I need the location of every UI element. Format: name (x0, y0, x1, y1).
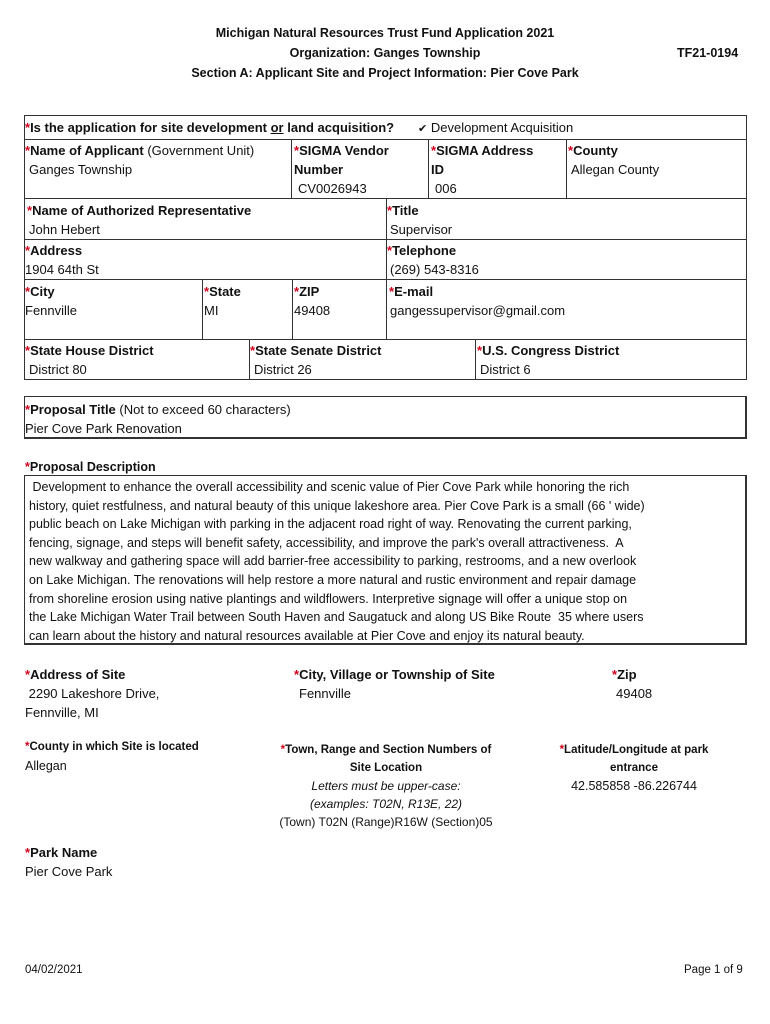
zip-value[interactable]: 49408 (294, 303, 331, 318)
sigma-address-label-2: ID (431, 162, 444, 177)
county-label: *County (568, 143, 618, 158)
proposal-title-value[interactable]: Pier Cove Park Renovation (25, 421, 182, 436)
application-type-question: *Is the application for site development or land acquisition? (25, 120, 395, 135)
senate-district-label: *State Senate District (250, 343, 382, 358)
representative-name-label: *Name of Authorized Representative (27, 203, 252, 218)
state-label: *State (204, 284, 241, 299)
sigma-vendor-value[interactable]: CV0026943 (298, 181, 367, 196)
sigma-address-label: *SIGMA Address (431, 143, 534, 158)
email-label: *E-mail (389, 284, 434, 299)
trs-label-2: Site Location (349, 762, 423, 774)
park-name-label: *Park Name (25, 845, 98, 860)
trs-label: *Town, Range and Section Numbers of (280, 744, 492, 756)
applicant-name-label: *Name of Applicant (Government Unit) (25, 143, 255, 158)
park-name-value[interactable]: Pier Cove Park (25, 864, 113, 879)
address-value[interactable]: 1904 64th St (25, 262, 99, 277)
description-line: new walkway and gathering space will add barrier-free accessibility to parking, restrooms, and a new overlook (29, 554, 637, 569)
address-label: *Address (25, 243, 83, 258)
applicant-name-value[interactable]: Ganges Township (29, 162, 133, 177)
latlon-label-2: entrance (610, 762, 658, 774)
site-address-label: *Address of Site (25, 667, 126, 682)
site-zip-value[interactable]: 49408 (616, 686, 653, 701)
trs-note-2: (examples: T02N, R13E, 22) (309, 797, 463, 811)
description-line: history, quiet restfulness, and natural beauty of this unique lakeshore area. Pier Cove Park is a small (66 ' wide) (29, 498, 645, 513)
latlon-block (540, 741, 728, 795)
description-line: on Lake Michigan. The renovations will help restore a more natural and rustic environment and repair damage (29, 572, 637, 587)
site-city-label: *City, Village or Township of Site (294, 667, 495, 682)
telephone-value[interactable]: (269) 543-8316 (390, 262, 479, 277)
description-line: Development to enhance the overall accessibility and scenic value of Pier Cove Park while honoring the rich (29, 480, 630, 494)
checkmark-icon: ✔ (418, 123, 428, 135)
congress-district-label: *U.S. Congress District (477, 343, 620, 358)
description-line: from shoreline erosion using native plantings and wildflowers. Interpretive signage will offer a unique stop on (29, 591, 628, 606)
title-value[interactable]: Supervisor (390, 222, 453, 237)
proposal-description-textarea[interactable] (24, 475, 747, 645)
state-value[interactable]: MI (204, 303, 219, 318)
latlon-label: *Latitude/Longitude at park (559, 744, 709, 756)
house-district-label: *State House District (25, 343, 154, 358)
county-value[interactable]: Allegan County (571, 162, 660, 177)
trs-block (264, 741, 508, 831)
footer-date: 04/02/2021 (25, 964, 83, 976)
site-county-label: *County in which Site is located (25, 741, 199, 753)
site-zip-label: *Zip (612, 667, 637, 682)
sigma-vendor-label-2: Number (294, 162, 344, 177)
section-title: Section A: Applicant Site and Project Information: Pier Cove Park (191, 66, 579, 80)
organization-line: Organization: Ganges Township (289, 46, 481, 60)
proposal-description-label: *Proposal Description (25, 460, 156, 474)
title-label: *Title (387, 203, 419, 218)
zip-label: *ZIP (294, 284, 320, 299)
site-county-value[interactable]: Allegan (25, 759, 67, 773)
email-value[interactable]: gangessupervisor@gmail.com (390, 303, 566, 318)
application-id: TF21-0194 (677, 46, 739, 60)
latlon-value[interactable]: 42.585858 -86.226744 (571, 779, 697, 793)
proposal-title-label: *Proposal Title (Not to exceed 60 characters) (25, 402, 291, 417)
sigma-address-value[interactable]: 006 (435, 181, 457, 196)
description-line: can learn about the history and natural resources available at Pier Cove and enjoy its natural beauty. (29, 628, 585, 643)
application-type-answer[interactable]: ✔ Development Acquisition (418, 120, 574, 135)
description-line: the Lake Michigan Water Trail between South Haven and Saugatuck and along US Bike Route 35 where users (29, 610, 644, 625)
city-value[interactable]: Fennville (25, 303, 78, 318)
site-city-value[interactable]: Fennville (299, 686, 352, 701)
description-line: public beach on Lake Michigan with parking in the adjacent road right of way. Renovating the current parking, (29, 517, 632, 532)
telephone-label: *Telephone (387, 243, 457, 258)
representative-name-value[interactable]: John Hebert (29, 222, 100, 237)
sigma-vendor-label: *SIGMA Vendor (294, 143, 389, 158)
site-address-line2[interactable]: Fennville, MI (25, 705, 99, 720)
senate-district-value[interactable]: District 26 (254, 362, 312, 377)
footer-page-number: Page 1 of 9 (684, 964, 743, 976)
form-title: Michigan Natural Resources Trust Fund Application 2021 (215, 26, 555, 40)
house-district-value[interactable]: District 80 (29, 362, 87, 377)
city-label: *City (25, 284, 55, 299)
description-line: fencing, signage, and steps will benefit safety, accessibility, and improve the park's overall attractiveness. A (29, 535, 624, 550)
congress-district-value[interactable]: District 6 (480, 362, 531, 377)
site-address-line1[interactable]: 2290 Lakeshore Drive, (25, 686, 160, 701)
trs-value[interactable]: (Town) T02N (Range)R16W (Section)05 (279, 815, 493, 829)
trs-note: Letters must be upper-case: (311, 779, 461, 793)
